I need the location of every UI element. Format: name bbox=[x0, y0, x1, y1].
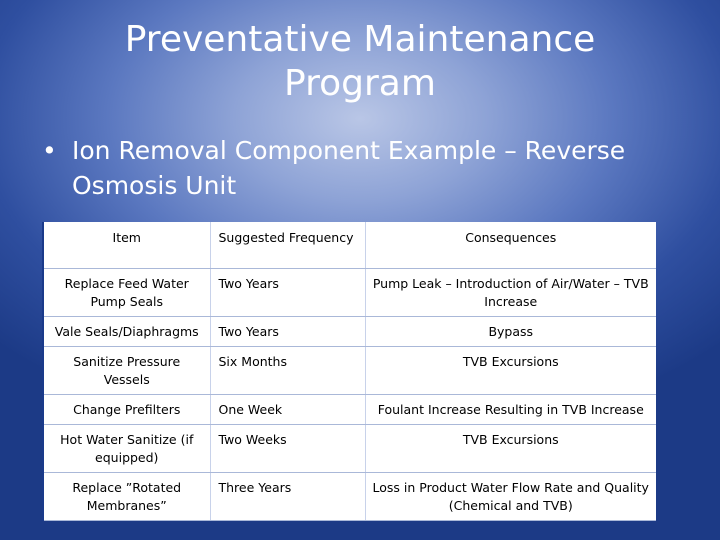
cell-frequency: Two Years bbox=[210, 317, 365, 347]
cell-consequence: Pump Leak – Introduction of Air/Water – TVB Increase bbox=[365, 269, 656, 317]
table-row bbox=[44, 347, 656, 395]
table-row bbox=[44, 425, 656, 473]
cell-consequence: TVB Excursions bbox=[365, 425, 656, 473]
slide-title bbox=[60, 18, 660, 106]
cell-consequence: Loss in Product Water Flow Rate and Quality (Chemical and TVB) bbox=[365, 473, 656, 521]
header-consequences: Consequences bbox=[365, 222, 656, 269]
cell-frequency: Two Weeks bbox=[210, 425, 365, 473]
table-header-row bbox=[44, 222, 656, 269]
cell-consequence: TVB Excursions bbox=[365, 347, 656, 395]
cell-frequency: Two Years bbox=[210, 269, 365, 317]
cell-frequency: One Week bbox=[210, 395, 365, 425]
cell-item: Change Prefilters bbox=[44, 395, 210, 425]
table-row bbox=[44, 395, 656, 425]
cell-frequency: Three Years bbox=[210, 473, 365, 521]
bullet-point bbox=[42, 133, 682, 203]
table-row bbox=[44, 317, 656, 347]
cell-consequence: Bypass bbox=[365, 317, 656, 347]
cell-item: Replace Feed Water Pump Seals bbox=[44, 269, 210, 317]
cell-item: Sanitize Pressure Vessels bbox=[44, 347, 210, 395]
cell-frequency: Six Months bbox=[210, 347, 365, 395]
table-row bbox=[44, 473, 656, 521]
header-item: Item bbox=[44, 222, 210, 269]
slide-title-line-1: Preventative Maintenance bbox=[124, 19, 596, 60]
cell-item: Hot Water Sanitize (if equipped) bbox=[44, 425, 210, 473]
cell-consequence: Foulant Increase Resulting in TVB Increase bbox=[365, 395, 656, 425]
cell-item: Replace ”Rotated Membranes” bbox=[44, 473, 210, 521]
bullet-text-line-1: Ion Removal Component Example – Reverse bbox=[72, 136, 626, 165]
maintenance-table bbox=[42, 222, 656, 521]
cell-item: Vale Seals/Diaphragms bbox=[44, 317, 210, 347]
bullet-text-line-2: Osmosis Unit bbox=[72, 171, 237, 200]
table-row bbox=[44, 269, 656, 317]
bullet-dot-icon: • bbox=[42, 136, 57, 165]
slide-title-line-2: Program bbox=[284, 63, 436, 104]
header-frequency: Suggested Frequency bbox=[210, 222, 365, 269]
bullet-text bbox=[42, 133, 682, 203]
